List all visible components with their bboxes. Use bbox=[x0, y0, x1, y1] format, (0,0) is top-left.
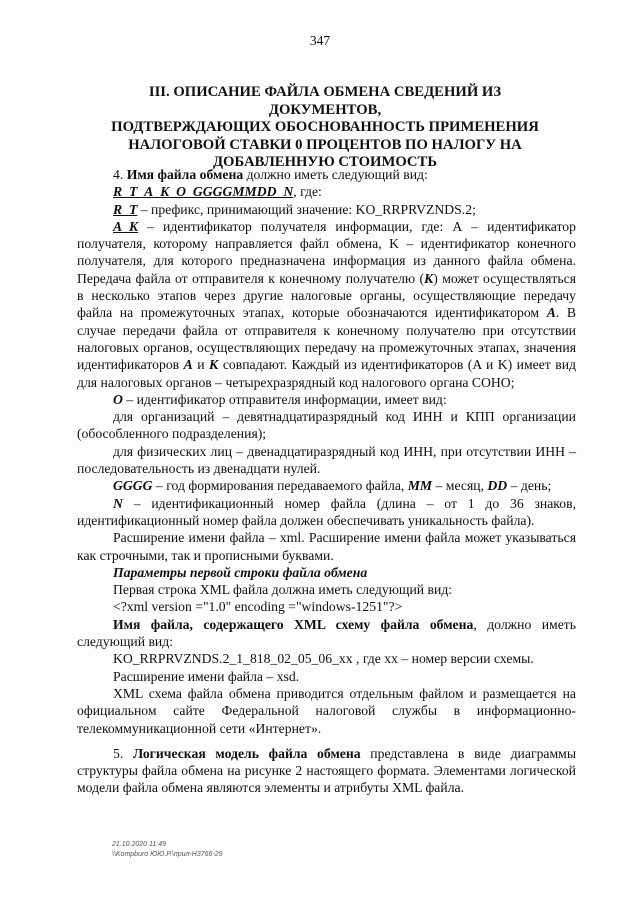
paragraph-logical-model: 5. Логическая модель файла обмена представлена в виде диаграммы структуры файла обмена на рисунке 2 настоящего формата. Элементами логической модели файла обмена являются элементы и атрибуты XML файла. bbox=[77, 745, 577, 796]
schema-file-name: KO_RRPRVZNDS.2_1_818_02_05_06_xx , где хх – номер версии схемы. bbox=[113, 651, 534, 667]
footer-stamp bbox=[112, 840, 223, 860]
paragraph-date: GGGG – год формирования передаваемого файла, MM – месяц, DD – день; bbox=[113, 478, 552, 494]
page-number: 347 bbox=[309, 33, 331, 48]
title-line: ПОДТВЕРЖДАЮЩИХ ОБОСНОВАННОСТЬ ПРИМЕНЕНИЯ bbox=[111, 119, 539, 136]
code-ak: A_K bbox=[113, 218, 139, 234]
file-name-pattern: R_T_A_K_O_GGGGMMDD_N bbox=[113, 184, 294, 200]
paragraph-file-format: R_T_A_K_O_GGGGMMDD_N, где: bbox=[113, 184, 322, 200]
section-title bbox=[100, 84, 550, 172]
term-file-name: Имя файла обмена bbox=[126, 167, 244, 182]
paragraph-schema-name: Имя файла, содержащего XML схему файла обмена, должно иметь следующий вид: bbox=[77, 616, 577, 650]
paragraph-first-line: Первая строка XML файла должна иметь следующий вид: bbox=[113, 582, 453, 598]
paragraph-individuals: для физических лиц – двенадцатиразрядный код ИНН, при отсутствии ИНН – последовательность из двенадцати нулей. bbox=[77, 443, 576, 477]
code-o: О bbox=[113, 391, 123, 407]
paragraph-organizations: для организаций – девятнадцатиразрядный код ИНН и КПП организации (обособленного подразделения); bbox=[77, 409, 576, 442]
paragraph-extension-xml: Расширение имени файла – xml. Расширение имени файла может указываться как строчными, так и прописными буквами. bbox=[77, 530, 576, 563]
code-n: N bbox=[113, 495, 123, 511]
paragraph-sender-id: О – идентификатор отправителя информации, имеет вид: bbox=[113, 391, 447, 407]
paragraph-file-name: 4. Имя файла обмена должно иметь следующий вид: bbox=[113, 167, 428, 182]
term-logical-model: Логическая модель файла обмена bbox=[132, 745, 361, 761]
xml-declaration: <?xml version ="1.0" encoding ="windows-1251"?> bbox=[113, 599, 403, 615]
title-line: НАЛОГОВОЙ СТАВКИ 0 ПРОЦЕНТОВ ПО НАЛОГУ НА bbox=[128, 136, 522, 153]
title-line: ДОБАВЛЕННУЮ СТОИМОСТЬ bbox=[212, 154, 438, 171]
footer-timestamp: 21.10.2020 11:49 bbox=[112, 841, 166, 848]
params-heading: Параметры первой строки файла обмена bbox=[113, 564, 368, 580]
paragraph-schema-note: XML схема файла обмена приводится отдельным файлом и размещается на официальном сайте Федеральной налоговой службы в информационно-телекоммуникационной сети «Интернет». bbox=[77, 685, 576, 736]
paragraph-file-number: N – идентификационный номер файла (длина – от 1 до 36 знаков, идентификационный номер файла должен обеспечивать уникальность файла). bbox=[77, 495, 576, 528]
title-line: III. ОПИСАНИЕ ФАЙЛА ОБМЕНА СВЕДЕНИЙ ИЗ ДОКУМЕНТОВ, bbox=[148, 84, 502, 118]
paragraph-extension-xsd: Расширение имени файла – xsd. bbox=[113, 668, 300, 684]
paragraph-prefix: R_T – префикс, принимающий значение: KO_RRPRVZNDS.2; bbox=[113, 201, 476, 217]
code-rt: R_T bbox=[113, 201, 138, 217]
paragraph-receiver-id: A_K – идентификатор получателя информации, где: А – идентификатор получателя, которому направляется файл обмена, K – идентификатор конечного получателя, для которого предназначена информация из данного файла обмена. Передача файла от отправителя к конечному получателю (К) может осуществляться в несколько этапов через другие налоговые органы, осуществляющие передачу файла на промежуточных этапах, которые обозначаются идентификатором А. В случае передачи файла от отправителя к конечному получателю при отсутствии налоговых органов, осуществляющих передачу на промежуточных этапах, значения идентификаторов А и К совпадают. Каждый из идентификаторов (A и K) имеет вид для налоговых органов – четырехразрядный код налогового органа СОНО; bbox=[77, 218, 576, 390]
footer-file-path: \\Kompburo ЮЮ.Р.\прил-Н3766-29 bbox=[112, 851, 223, 858]
document-body bbox=[77, 166, 576, 797]
